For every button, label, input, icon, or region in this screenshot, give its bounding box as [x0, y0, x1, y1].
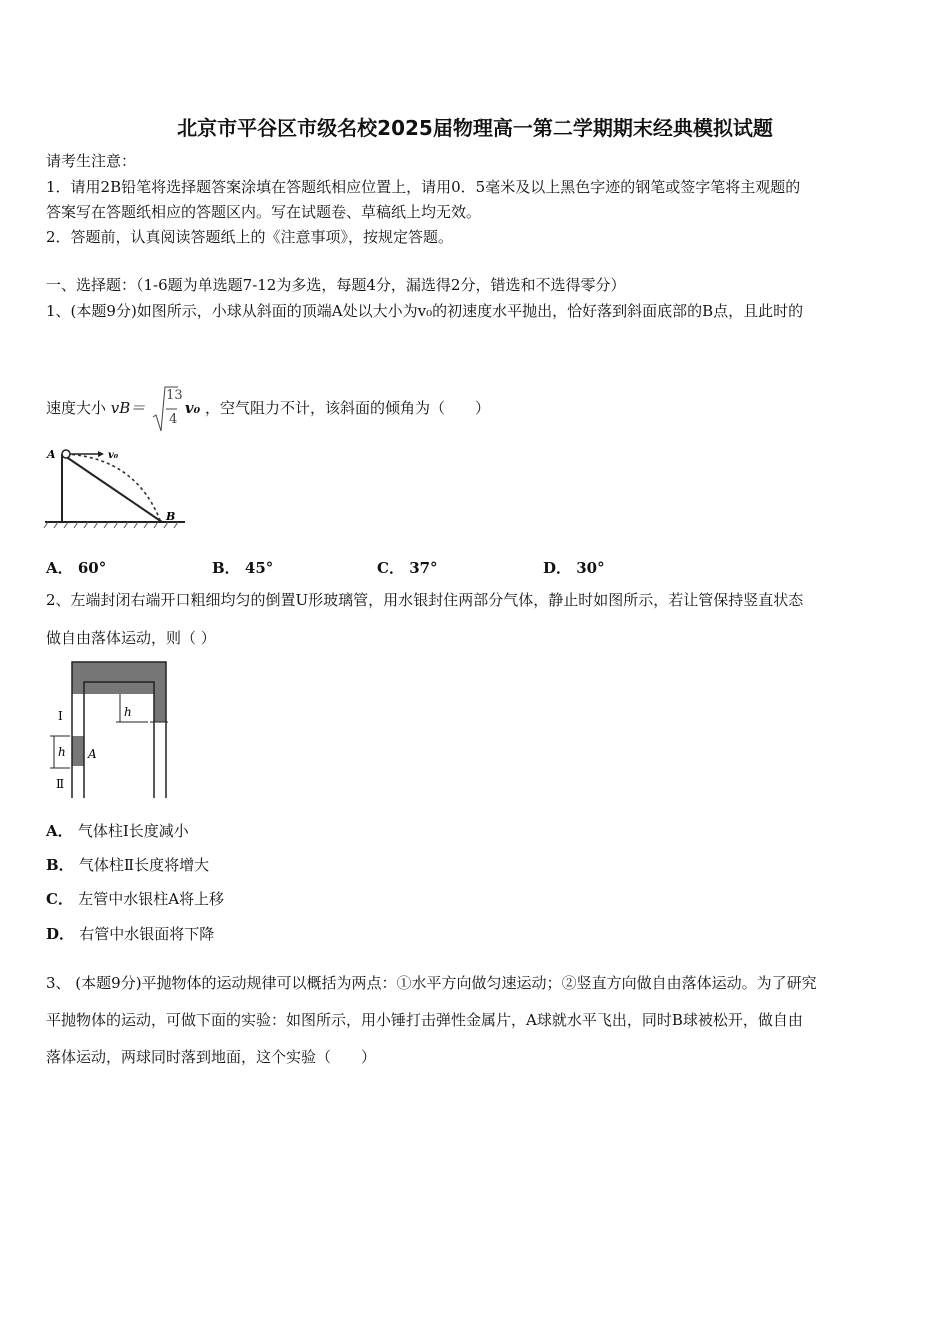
ball: [62, 450, 70, 458]
label-A: A: [88, 747, 97, 761]
page-title: 北京市平谷区市级名校2025届物理高一第二学期期末经典模拟试题: [177, 116, 773, 140]
q2-option-b[interactable]: B． 气体柱Ⅱ长度将增大: [46, 856, 210, 874]
label-gas-I: Ⅰ: [58, 709, 63, 723]
notice-item-1a: 1．请用2B铅笔将选择题答案涂填在答题纸相应位置上，请用0．5毫米及以上黑色字迹的钢笔或签字笔将主观题的: [46, 178, 801, 196]
incline-figure: [40, 442, 190, 532]
sqrt-numerator: 13: [166, 388, 183, 403]
q1-option-a[interactable]: A． 60°: [46, 559, 107, 577]
q1-option-b[interactable]: B． 45°: [212, 559, 274, 577]
q1-option-d[interactable]: D． 30°: [543, 559, 605, 577]
notice-heading: 请考生注意：: [46, 152, 137, 170]
top-mercury: [72, 662, 166, 694]
velocity-arrowhead: [98, 451, 104, 457]
sqrt-expression: [152, 385, 183, 433]
mercury-column-A: [72, 736, 84, 766]
q3-text-c: 落体运动，两球同时落到地面，这个实验（ ）: [46, 1048, 377, 1066]
q1-option-c[interactable]: C． 37°: [377, 559, 438, 577]
q1-text-b: [46, 385, 490, 433]
u-tube-figure: [44, 656, 184, 806]
notice-item-2: 2．答题前，认真阅读答题纸上的《注意事项》，按规定答题。: [46, 228, 454, 246]
q1-vb: vB＝: [110, 399, 146, 417]
section-heading: 一、选择题：（1-6题为单选题7-12为多选，每题4分，漏选得2分，错选和不选得零分）: [46, 276, 626, 294]
q3-text-a: 3、 (本题9分)平抛物体的运动规律可以概括为两点：①水平方向做匀速运动；②竖直方向做自由落体运动。为了研究: [46, 974, 817, 992]
q1-v0: v₀: [184, 399, 201, 417]
label-B: B: [166, 510, 176, 523]
q2-text-b: 做自由落体运动，则（ ）: [46, 629, 216, 647]
label-gas-II: Ⅱ: [56, 777, 65, 791]
label-h-right: h: [124, 705, 132, 719]
q3-text-b: 平抛物体的运动，可做下面的实验：如图所示，用小锤打击弹性金属片，A球就水平飞出，同时B球被松开，做自由: [46, 1011, 803, 1029]
q2-option-d[interactable]: D． 右管中水银面将下降: [46, 925, 215, 943]
right-mercury: [154, 662, 166, 722]
q2-option-a[interactable]: A． 气体柱Ⅰ长度减小: [46, 822, 189, 840]
sqrt-denominator: 4: [169, 412, 178, 427]
q1-text-a: 1、(本题9分)如图所示，小球从斜面的顶端A处以大小为v₀的初速度水平抛出，恰好落到斜面底部的B点，且此时的: [46, 302, 804, 320]
label-A: A: [47, 448, 56, 461]
tube-inner-gap: [84, 694, 154, 702]
q2-option-c[interactable]: C． 左管中水银柱A将上移: [46, 890, 225, 908]
q1-text-b-pre: 速度大小: [46, 399, 107, 417]
q2-text-a: 2、左端封闭右端开口粗细均匀的倒置U形玻璃管，用水银封住两部分气体，静止时如图所示，若让管保持竖直状态: [46, 591, 804, 609]
incline-slope: [62, 454, 162, 522]
label-h-left: h: [58, 745, 66, 759]
label-v0: v₀: [108, 450, 119, 461]
notice-item-1b: 答案写在答题纸相应的答题区内。写在试题卷、草稿纸上均无效。: [46, 203, 482, 221]
q1-text-b-post: ，空气阻力不计，该斜面的倾角为（ ）: [204, 399, 490, 417]
